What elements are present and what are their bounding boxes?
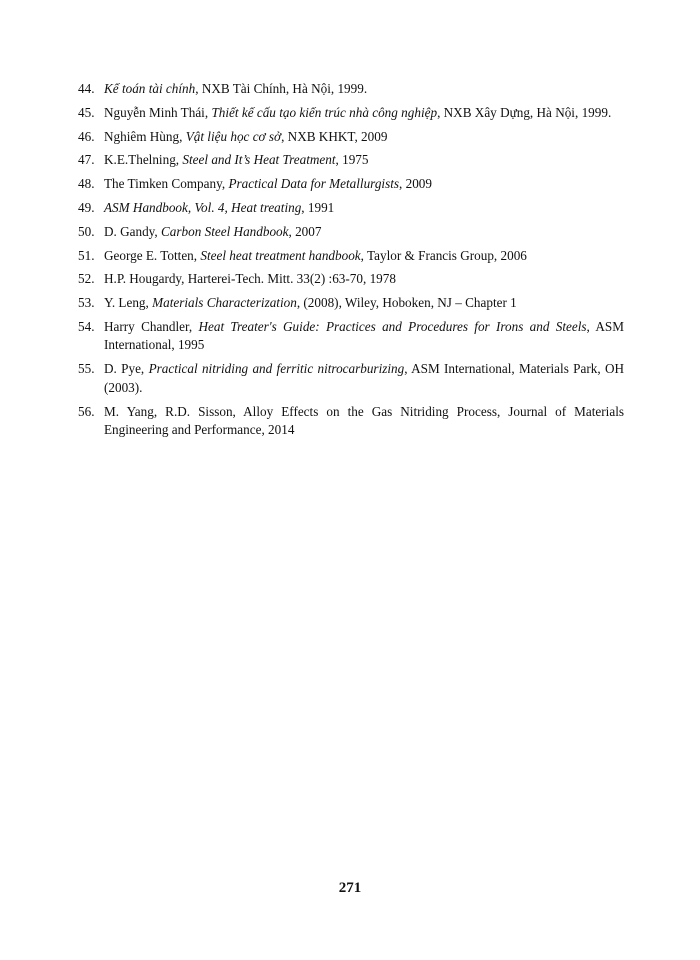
reference-number: 44.: [78, 81, 95, 96]
reference-number: 55.: [78, 361, 95, 377]
reference-number: 48.: [78, 176, 95, 192]
reference-title: Steel and It’s Heat Treatment: [182, 152, 336, 168]
reference-text: [104, 80, 624, 99]
reference-segment: D. Pye,: [104, 361, 149, 377]
reference-segment: , NXB Xây Dựng, Hà Nội, 1999.: [437, 104, 612, 120]
reference-text: [104, 128, 624, 147]
reference-segment: The Timken Company,: [104, 176, 229, 192]
reference-item: [78, 360, 624, 397]
reference-segment: , NXB KHKT, 2009: [281, 128, 388, 144]
reference-segment: Nguyễn Minh Thái,: [104, 104, 212, 120]
reference-segment: , 1975: [335, 152, 369, 168]
reference-text: [104, 199, 624, 218]
reference-text: [104, 175, 624, 194]
reference-number: 45.: [78, 104, 95, 120]
reference-number: 52.: [78, 271, 95, 287]
reference-segment: Y. Leng,: [104, 295, 153, 311]
reference-segment: , 2009: [399, 176, 432, 192]
reference-segment: George E. Totten,: [104, 247, 201, 263]
reference-item: [78, 80, 624, 99]
page-number: 271: [338, 880, 362, 896]
reference-title: Thiết kế cấu tạo kiến trúc nhà công nghiệp: [211, 104, 438, 120]
reference-title: ASM Handbook, Vol. 4, Heat treating: [104, 199, 302, 215]
reference-number: 54.: [78, 318, 95, 334]
reference-title: Practical nitriding and ferritic nitrocarburizing: [148, 361, 405, 377]
reference-text: [104, 294, 624, 313]
reference-number: 47.: [78, 152, 95, 168]
reference-item: [78, 151, 624, 170]
reference-segment: D. Gandy,: [104, 223, 162, 239]
reference-item: [78, 318, 624, 355]
reference-number: 56.: [78, 403, 95, 419]
reference-item: [78, 199, 624, 218]
reference-item: [78, 294, 624, 313]
reference-text: [104, 318, 624, 355]
reference-item: [78, 270, 624, 289]
reference-number: 46.: [78, 128, 95, 144]
reference-title: Kế toán tài chính: [104, 81, 196, 96]
reference-text: [104, 104, 624, 123]
reference-item: [78, 223, 624, 242]
reference-item: [78, 247, 624, 266]
reference-item: [78, 128, 624, 147]
reference-segment: M. Yang, R.D. Sisson, Alloy Effects on the Gas Nitriding Process, Journal of Materials Engineering and Performance, 2014: [104, 403, 624, 438]
reference-number: 51.: [78, 247, 95, 263]
reference-text: [104, 223, 624, 242]
reference-segment: Nghiêm Hùng,: [104, 128, 186, 144]
reference-number: 53.: [78, 295, 95, 311]
reference-segment: , (2008), Wiley, Hoboken, NJ – Chapter 1: [296, 295, 517, 311]
reference-segment: , ASM International, 1995: [104, 318, 624, 353]
reference-item: [78, 175, 624, 194]
reference-text: [104, 403, 624, 440]
reference-item: [78, 104, 624, 123]
reference-title: Steel heat treatment handbook: [200, 247, 361, 263]
reference-segment: H.P. Hougardy, Harterei-Tech. Mitt. 33(2) :63-70, 1978: [104, 271, 396, 287]
reference-item: [78, 403, 624, 440]
reference-text: [104, 270, 624, 289]
reference-segment: , Taylor & Francis Group, 2006: [360, 247, 527, 263]
reference-title: Vật liệu học cơ sở: [185, 128, 282, 144]
reference-segment: K.E.Thelning,: [104, 152, 183, 168]
reference-number: 49.: [78, 199, 95, 215]
reference-list: [78, 80, 624, 445]
reference-title: Materials Characterization: [152, 295, 297, 311]
reference-title: Heat Treater's Guide: Practices and Procedures for Irons and Steels: [198, 318, 587, 334]
reference-text: [104, 360, 624, 397]
reference-text: [104, 247, 624, 266]
reference-segment: Harry Chandler,: [104, 318, 199, 334]
reference-title: Practical Data for Metallurgists: [228, 176, 400, 192]
reference-segment: , NXB Tài Chính, Hà Nội, 1999.: [195, 81, 368, 96]
reference-title: Carbon Steel Handbook: [161, 223, 289, 239]
reference-number: 50.: [78, 223, 95, 239]
reference-segment: , 1991: [301, 199, 335, 215]
reference-text: [104, 151, 624, 170]
reference-segment: , ASM International, Materials Park, OH (2003).: [104, 361, 624, 395]
reference-segment: , 2007: [288, 223, 322, 239]
